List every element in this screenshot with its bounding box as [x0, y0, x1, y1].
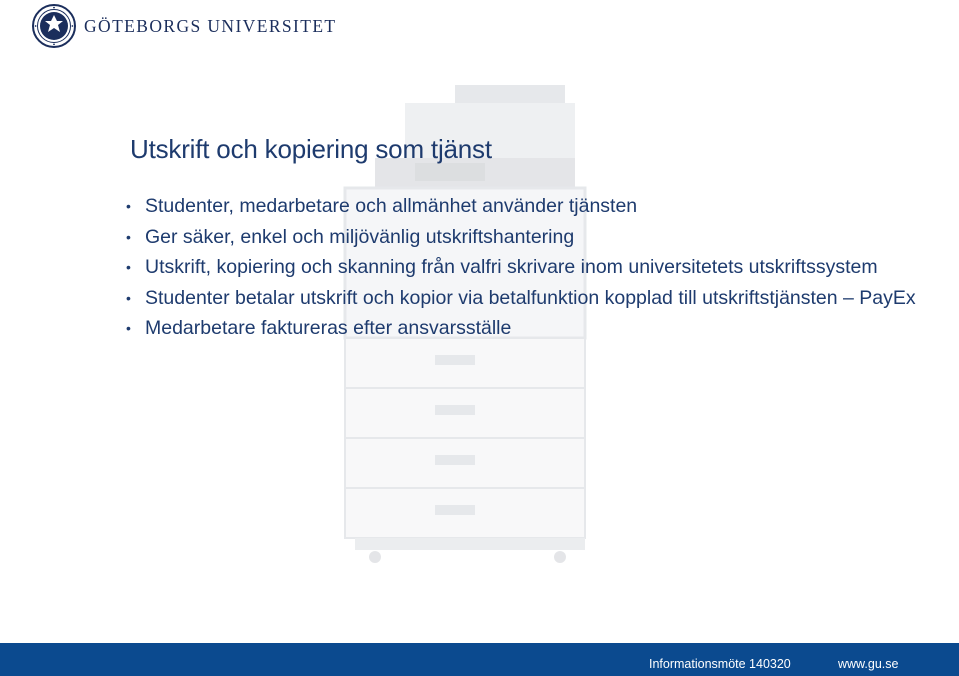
bullet-item: • Studenter, medarbetare och allmänhet använder tjänsten	[126, 194, 926, 220]
bullet-item: • Utskrift, kopiering och skanning från valfri skrivare inom universitetets utskriftssystem	[126, 255, 926, 281]
university-seal-icon	[32, 4, 76, 48]
bullet-item: • Ger säker, enkel och miljövänlig utskriftshantering	[126, 225, 926, 251]
bullet-list	[126, 194, 926, 347]
footer-meeting-label: Informationsmöte 140320	[649, 657, 791, 671]
bullet-item: • Medarbetare faktureras efter ansvarsställe	[126, 316, 926, 342]
university-logo	[32, 4, 337, 48]
slide-title: Utskrift och kopiering som tjänst	[130, 134, 492, 164]
footer-bar	[0, 643, 959, 676]
university-name: GÖTEBORGS UNIVERSITET	[84, 15, 337, 36]
bullet-item: • Studenter betalar utskrift och kopior via betalfunktion kopplad till utskriftstjänsten – PayEx	[126, 286, 926, 312]
footer-url-link[interactable]: www.gu.se	[838, 657, 899, 671]
